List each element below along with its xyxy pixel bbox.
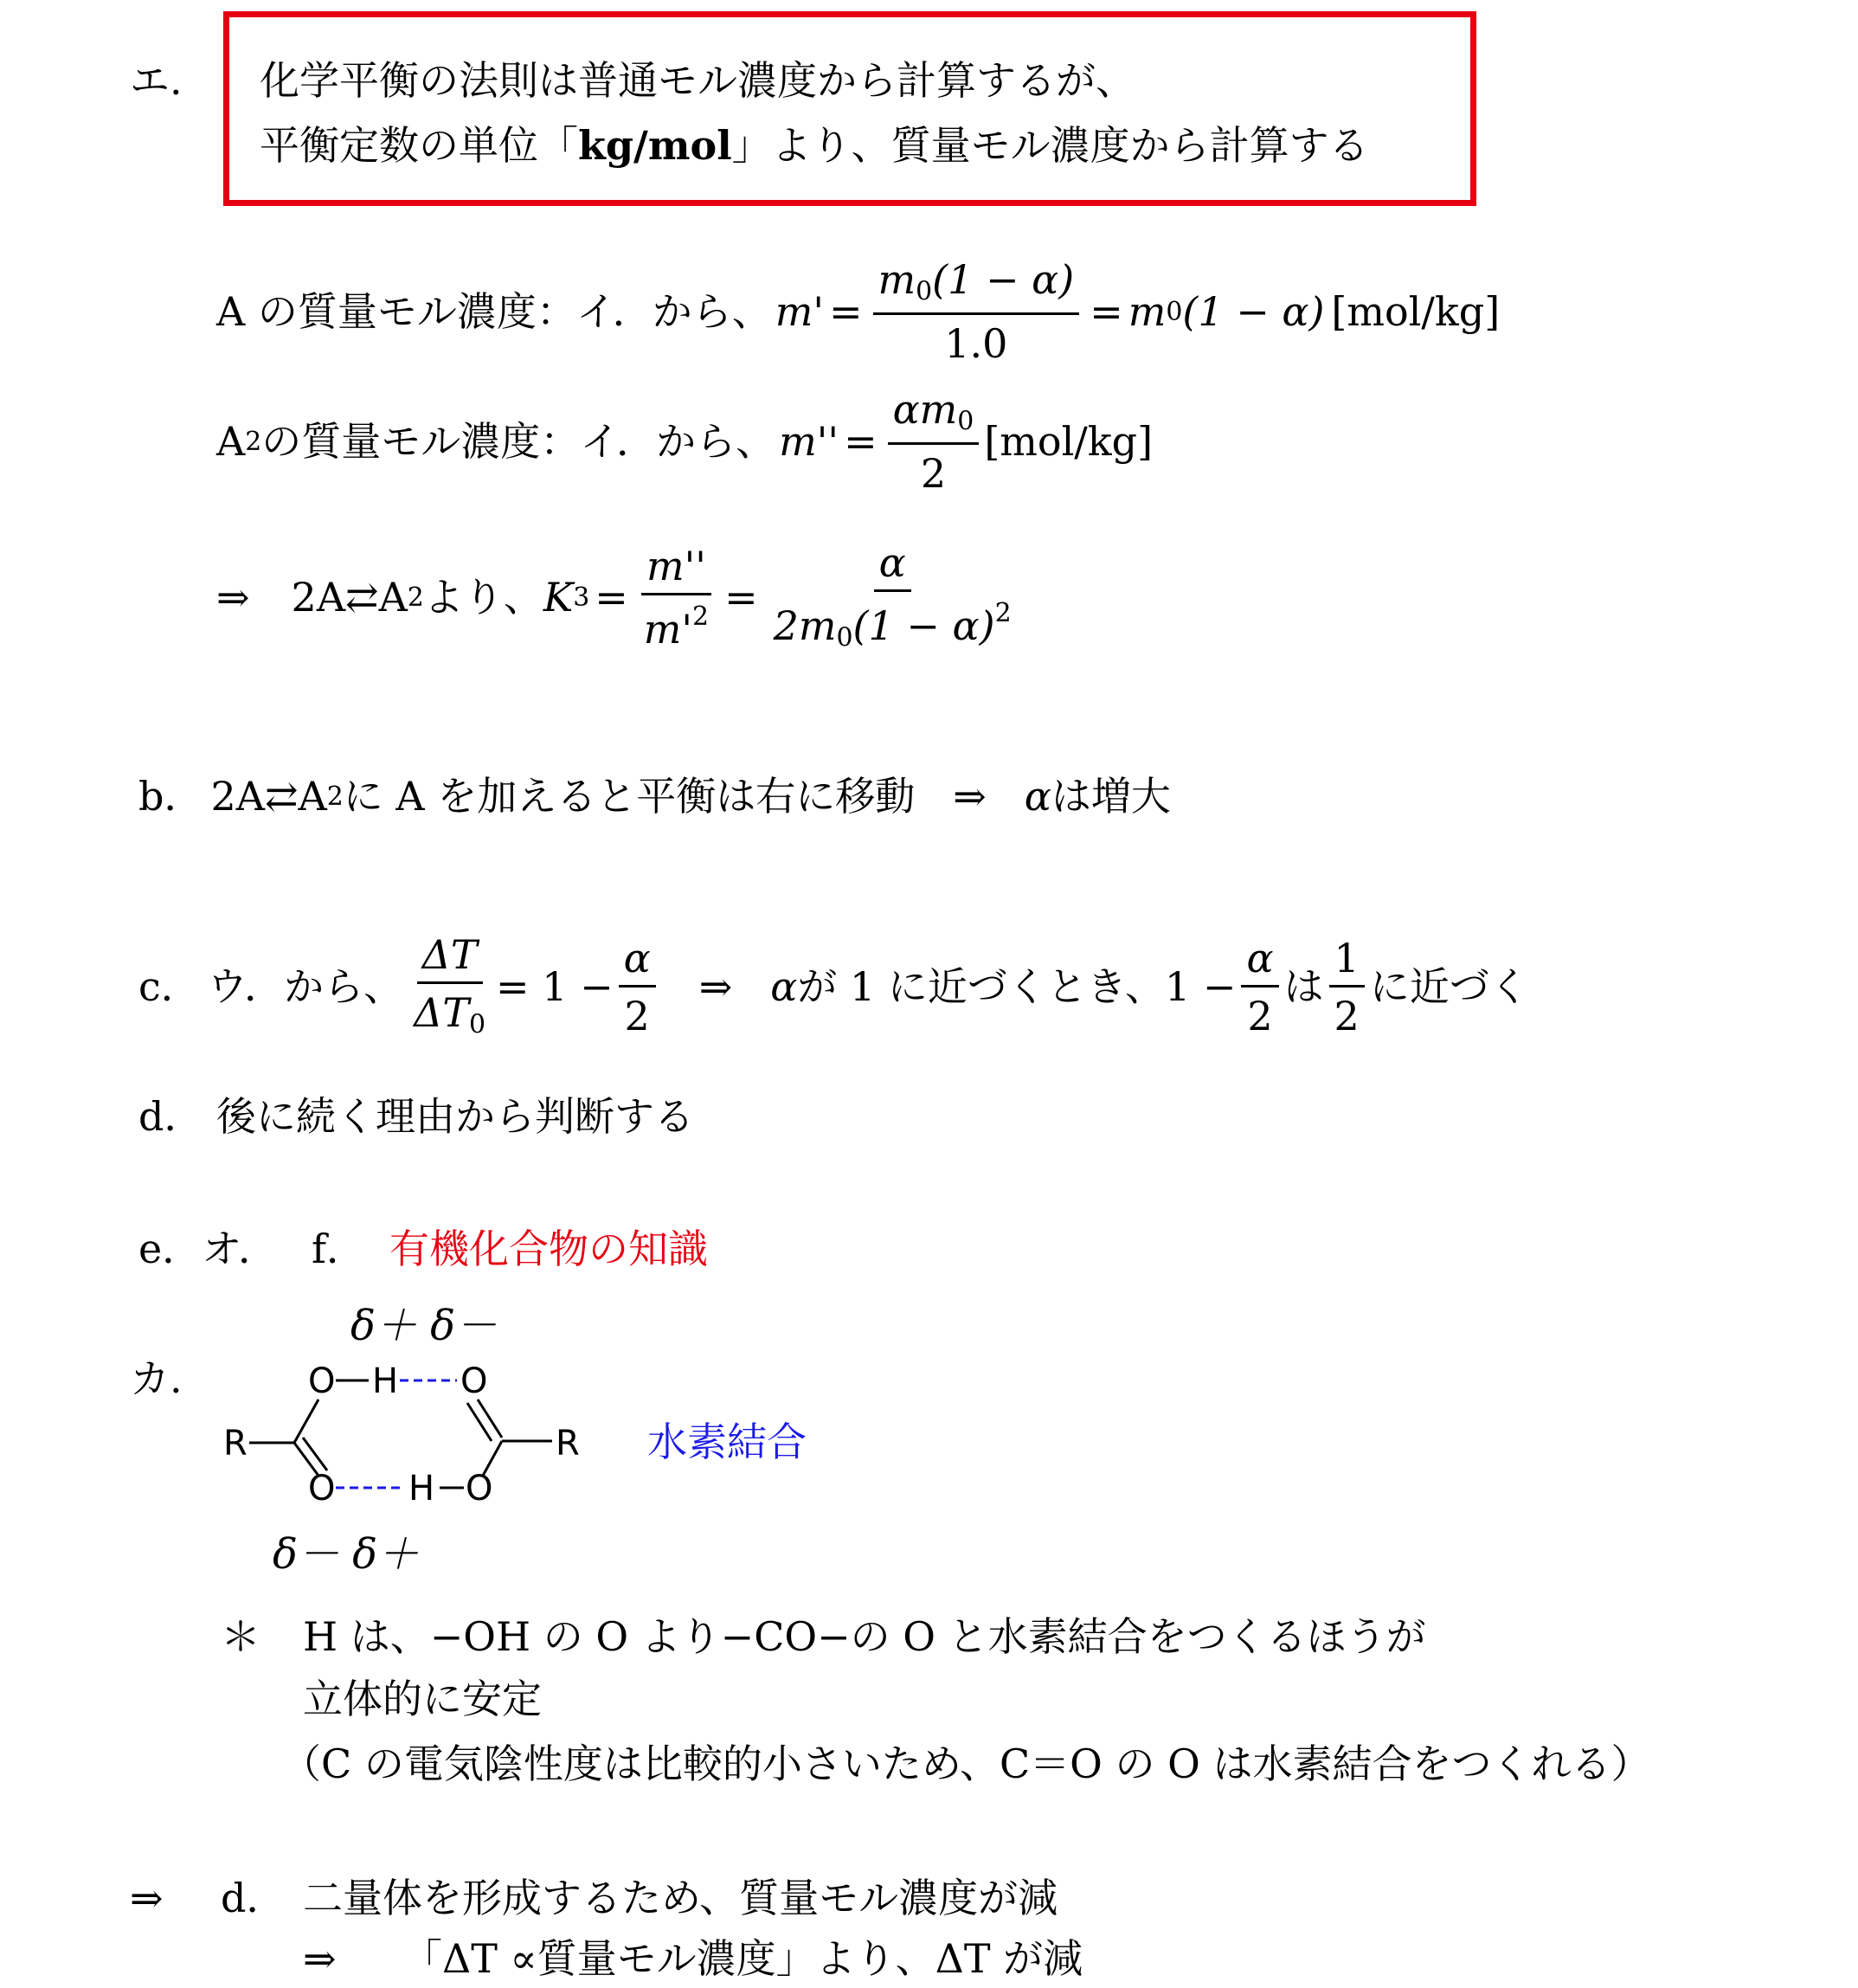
carboxylic-dimer-structure: [208, 1354, 606, 1519]
note-line-2: 立体的に安定: [303, 1676, 542, 1722]
molality-a-lhs: m': [775, 288, 824, 335]
equilibrium-k-sub: 3: [573, 582, 590, 613]
box-unit: kg/mol: [578, 122, 732, 169]
molality-a-eq2: =: [1090, 288, 1123, 335]
eq-f2-den-rest: (1 − α): [852, 602, 995, 650]
equilibrium-k: K: [543, 574, 574, 621]
atom-o-lower-left: O: [308, 1469, 336, 1509]
molality-a2-prefix-rest: の質量モル濃度：イ．から、: [261, 418, 776, 465]
a2-num-sub: 0: [957, 406, 974, 437]
item-ka-label: カ.: [130, 1355, 183, 1402]
eq-f2-den-sup: 2: [994, 598, 1012, 629]
equilibrium-eq1: =: [595, 574, 628, 621]
item-d-text: 後に続く理由から判断する: [216, 1093, 694, 1140]
bond-c-o-right-2: [467, 1403, 492, 1441]
frac-den: 1.0: [944, 319, 1008, 367]
eq-f1-den: m': [643, 605, 693, 653]
conclusion-line-1: 二量体を形成するため、質量モル濃度が減: [303, 1875, 1058, 1921]
item-b-text-sub: 2: [326, 781, 344, 812]
bond-c-o-left-2: [303, 1438, 327, 1470]
equilibrium-fraction-1: [639, 542, 714, 653]
equilibrium-arrow: ⇒: [216, 574, 250, 621]
delta-top: δ＋ δ－: [350, 1302, 498, 1350]
bond-c-o-left-1: [294, 1443, 318, 1476]
atom-o-lower-right: O: [466, 1469, 493, 1509]
item-c-label: c．: [138, 963, 201, 1010]
box-line-1: 化学平衡の法則は普通モル濃度から計算するが、: [260, 57, 1135, 104]
item-f-text: 有機化合物の知識: [389, 1226, 708, 1272]
equilibrium-reaction-sub: 2: [407, 582, 424, 613]
note-line-3: （C の電気陰性度は比較的小さいため、C＝O の O は水素結合をつくれる）: [281, 1740, 1651, 1787]
item-c-f3-num: α: [1241, 938, 1278, 988]
hydrogen-bond-label: 水素結合: [647, 1419, 807, 1465]
item-c-alpha: α: [770, 963, 798, 1010]
item-c-f-den: ΔT: [414, 989, 469, 1037]
bond-c-oh-left: [294, 1399, 318, 1443]
note-star: ＊: [221, 1613, 260, 1660]
item-b-row: [138, 770, 1171, 822]
item-c-f3-den: 2: [1247, 992, 1273, 1039]
item-b-label: b．: [138, 773, 204, 820]
molality-a-prefix: A の質量モル濃度：イ．から、: [216, 288, 772, 335]
item-b-alpha: α: [1024, 773, 1051, 820]
box-line-2-b: 」より、質量モル濃度から計算する: [731, 122, 1369, 169]
item-c-fraction-half: [1329, 934, 1365, 1039]
conclusion-line-2: 「ΔT ∝質量モル濃度」より、ΔT が減: [402, 1935, 1083, 1982]
frac-num-m: m: [878, 256, 916, 304]
atom-o-upper-left: O: [308, 1361, 336, 1401]
molality-a2-prefix-a: A: [216, 418, 246, 465]
item-c-f-num: ΔT: [417, 935, 483, 984]
item-c-f2-num: α: [619, 938, 656, 988]
equilibrium-row: [216, 528, 1022, 666]
atom-r-right: R: [556, 1424, 580, 1464]
a2-den: 2: [920, 449, 947, 497]
item-c-eq: = 1 −: [496, 963, 614, 1010]
equilibrium-reaction-a: 2A⇄A: [291, 574, 408, 621]
item-c-row: [138, 922, 1529, 1052]
item-c-text-a: ウ．から、: [207, 963, 404, 1010]
molality-a2-fraction: [888, 386, 980, 497]
a2-num: αm: [892, 386, 958, 434]
item-b-text-b: に A を加えると平衡は右に移動: [343, 773, 916, 820]
item-c-text-b: が 1 に近づくとき、1 −: [797, 963, 1237, 1010]
molality-a-unit: [mol/kg]: [1331, 288, 1501, 335]
atom-o-upper-right: O: [460, 1361, 488, 1401]
note-line-1: H は、−OH の O より−CO−の O と水素結合をつくるほうが: [303, 1613, 1426, 1660]
item-d-label: d．: [138, 1093, 204, 1140]
item-c-f4-den: 2: [1334, 992, 1360, 1039]
item-b-text-c: は増大: [1051, 773, 1171, 820]
frac-num-rest: (1 − α): [932, 256, 1075, 304]
item-c-text-d: に近づく: [1369, 963, 1529, 1010]
equilibrium-reaction-rest: より、: [423, 574, 543, 621]
equilibrium-fraction-2: [768, 539, 1017, 653]
item-f-label: f．: [312, 1226, 367, 1272]
eq-f1-den-sup: 2: [692, 601, 710, 632]
item-b-text-a: 2A⇄A: [210, 773, 327, 820]
item-c-fraction-dt: [408, 931, 491, 1040]
item-c-f2-den: 2: [624, 992, 650, 1039]
item-c-f-den-sub: 0: [469, 1009, 486, 1040]
molality-a-rhs-sub: 0: [1166, 296, 1183, 327]
box-line-2: [260, 122, 1369, 169]
molality-a2-eq: =: [844, 418, 878, 465]
atom-h-lower: H: [408, 1469, 435, 1509]
molality-a-row: [216, 251, 1500, 372]
item-c-text-c: は: [1283, 963, 1324, 1010]
molality-a2-prefix-sub: 2: [245, 426, 262, 457]
conclusion-label: d．: [221, 1875, 286, 1921]
item-c-arrow: ⇒: [698, 963, 733, 1010]
molality-a-rhs-m: m: [1128, 288, 1167, 335]
equilibrium-eq2: =: [724, 574, 758, 621]
eq-f2-den-a: 2m: [773, 602, 837, 650]
atom-h-upper: H: [372, 1361, 399, 1401]
molality-a-fraction: [873, 256, 1080, 367]
molality-a-eq1: =: [828, 288, 863, 335]
molality-a2-unit: [mol/kg]: [984, 418, 1154, 465]
item-c-fraction-alpha: [619, 934, 656, 1039]
item-c-fraction-alpha-2: [1241, 934, 1278, 1039]
molality-a2-lhs: m'': [779, 418, 839, 465]
red-highlight-box: [223, 11, 1476, 206]
atom-r-left: R: [223, 1424, 248, 1464]
item-e-label: e．オ．: [138, 1226, 279, 1272]
delta-bottom: δ－ δ＋: [273, 1530, 420, 1579]
bond-c-o-right-1: [478, 1399, 502, 1438]
molality-a2-row: [216, 385, 1153, 498]
conclusion-arrow-2: ⇒: [303, 1935, 337, 1982]
section-e-label: エ.: [130, 57, 183, 104]
item-b-arrow: ⇒: [953, 773, 987, 820]
molality-a-rhs-rest: (1 − α): [1182, 288, 1325, 335]
conclusion-arrow: ⇒: [130, 1875, 164, 1921]
item-c-f4-num: 1: [1329, 938, 1365, 988]
box-line-2-a: 平衡定数の単位「: [260, 122, 578, 169]
eq-f1-num: m'': [641, 546, 711, 595]
eq-f2-den-sub: 0: [836, 622, 853, 653]
frac-num-sub: 0: [916, 276, 933, 307]
eq-f2-num: α: [874, 543, 911, 592]
